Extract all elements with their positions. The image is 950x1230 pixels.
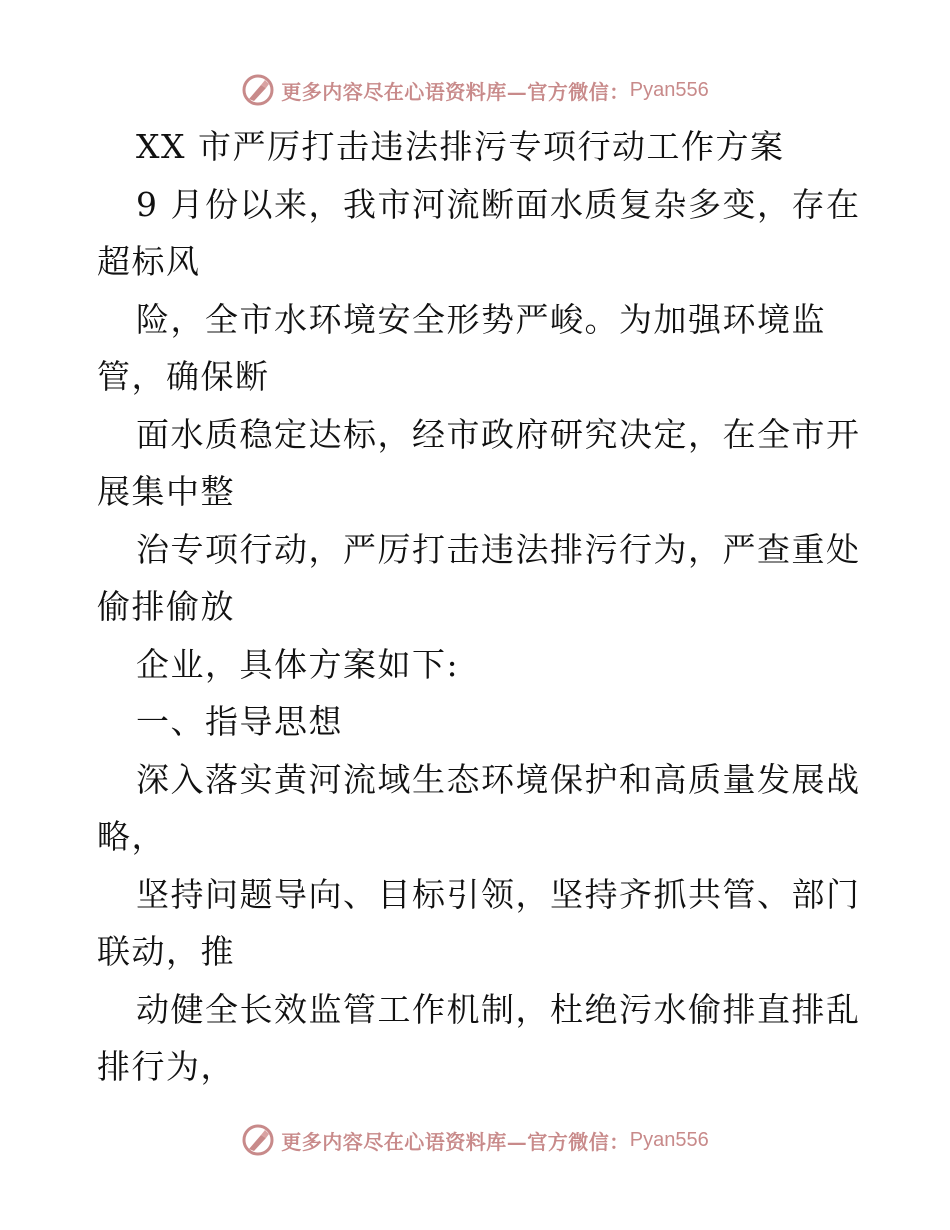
document-line: 险，全市水环境安全形势严峻。为加强环境监 [136, 299, 826, 339]
document-line: 面水质稳定达标，经市政府研究决定，在全市开 [136, 414, 861, 454]
document-body [97, 118, 867, 1096]
document-line: 动健全长效监管工作机制，杜绝污水偷排直排乱 [136, 989, 861, 1029]
document-line: 深入落实黄河流域生态环境保护和高质量发展战 [136, 759, 861, 799]
section-heading: 一、指导思想 [136, 702, 343, 741]
document-line: 管，确保断 [97, 357, 270, 396]
watermark-text: 更多内容尽在心语资料库—官方微信： [281, 1129, 630, 1154]
pen-nib-circle-icon [241, 1123, 275, 1157]
document-line: 偷排偷放 [97, 587, 235, 626]
document-line: 超标风 [97, 242, 201, 281]
document-line: 排行为， [97, 1047, 235, 1086]
document-line: 坚持问题导向、目标引领，坚持齐抓共管、部门 [136, 874, 861, 914]
watermark-header [0, 70, 950, 110]
watermark-wechat-id: Pyan556 [629, 1128, 709, 1151]
document-line: 9 月份以来，我市河流断面水质复杂多变，存在 [136, 184, 861, 224]
document-line: 略， [97, 817, 166, 856]
document-line: 联动，推 [97, 932, 235, 971]
pen-nib-circle-icon [241, 73, 275, 107]
document-line: 治专项行动，严厉打击违法排污行为，严查重处 [136, 529, 861, 569]
document-title: XX 市严厉打击违法排污专项行动工作方案 [136, 127, 785, 166]
watermark-footer [0, 1120, 950, 1160]
document-line: 企业，具体方案如下: [136, 644, 460, 684]
document-line: 展集中整 [97, 472, 235, 511]
watermark-text: 更多内容尽在心语资料库—官方微信： [281, 79, 630, 104]
watermark-wechat-id: Pyan556 [629, 78, 709, 101]
